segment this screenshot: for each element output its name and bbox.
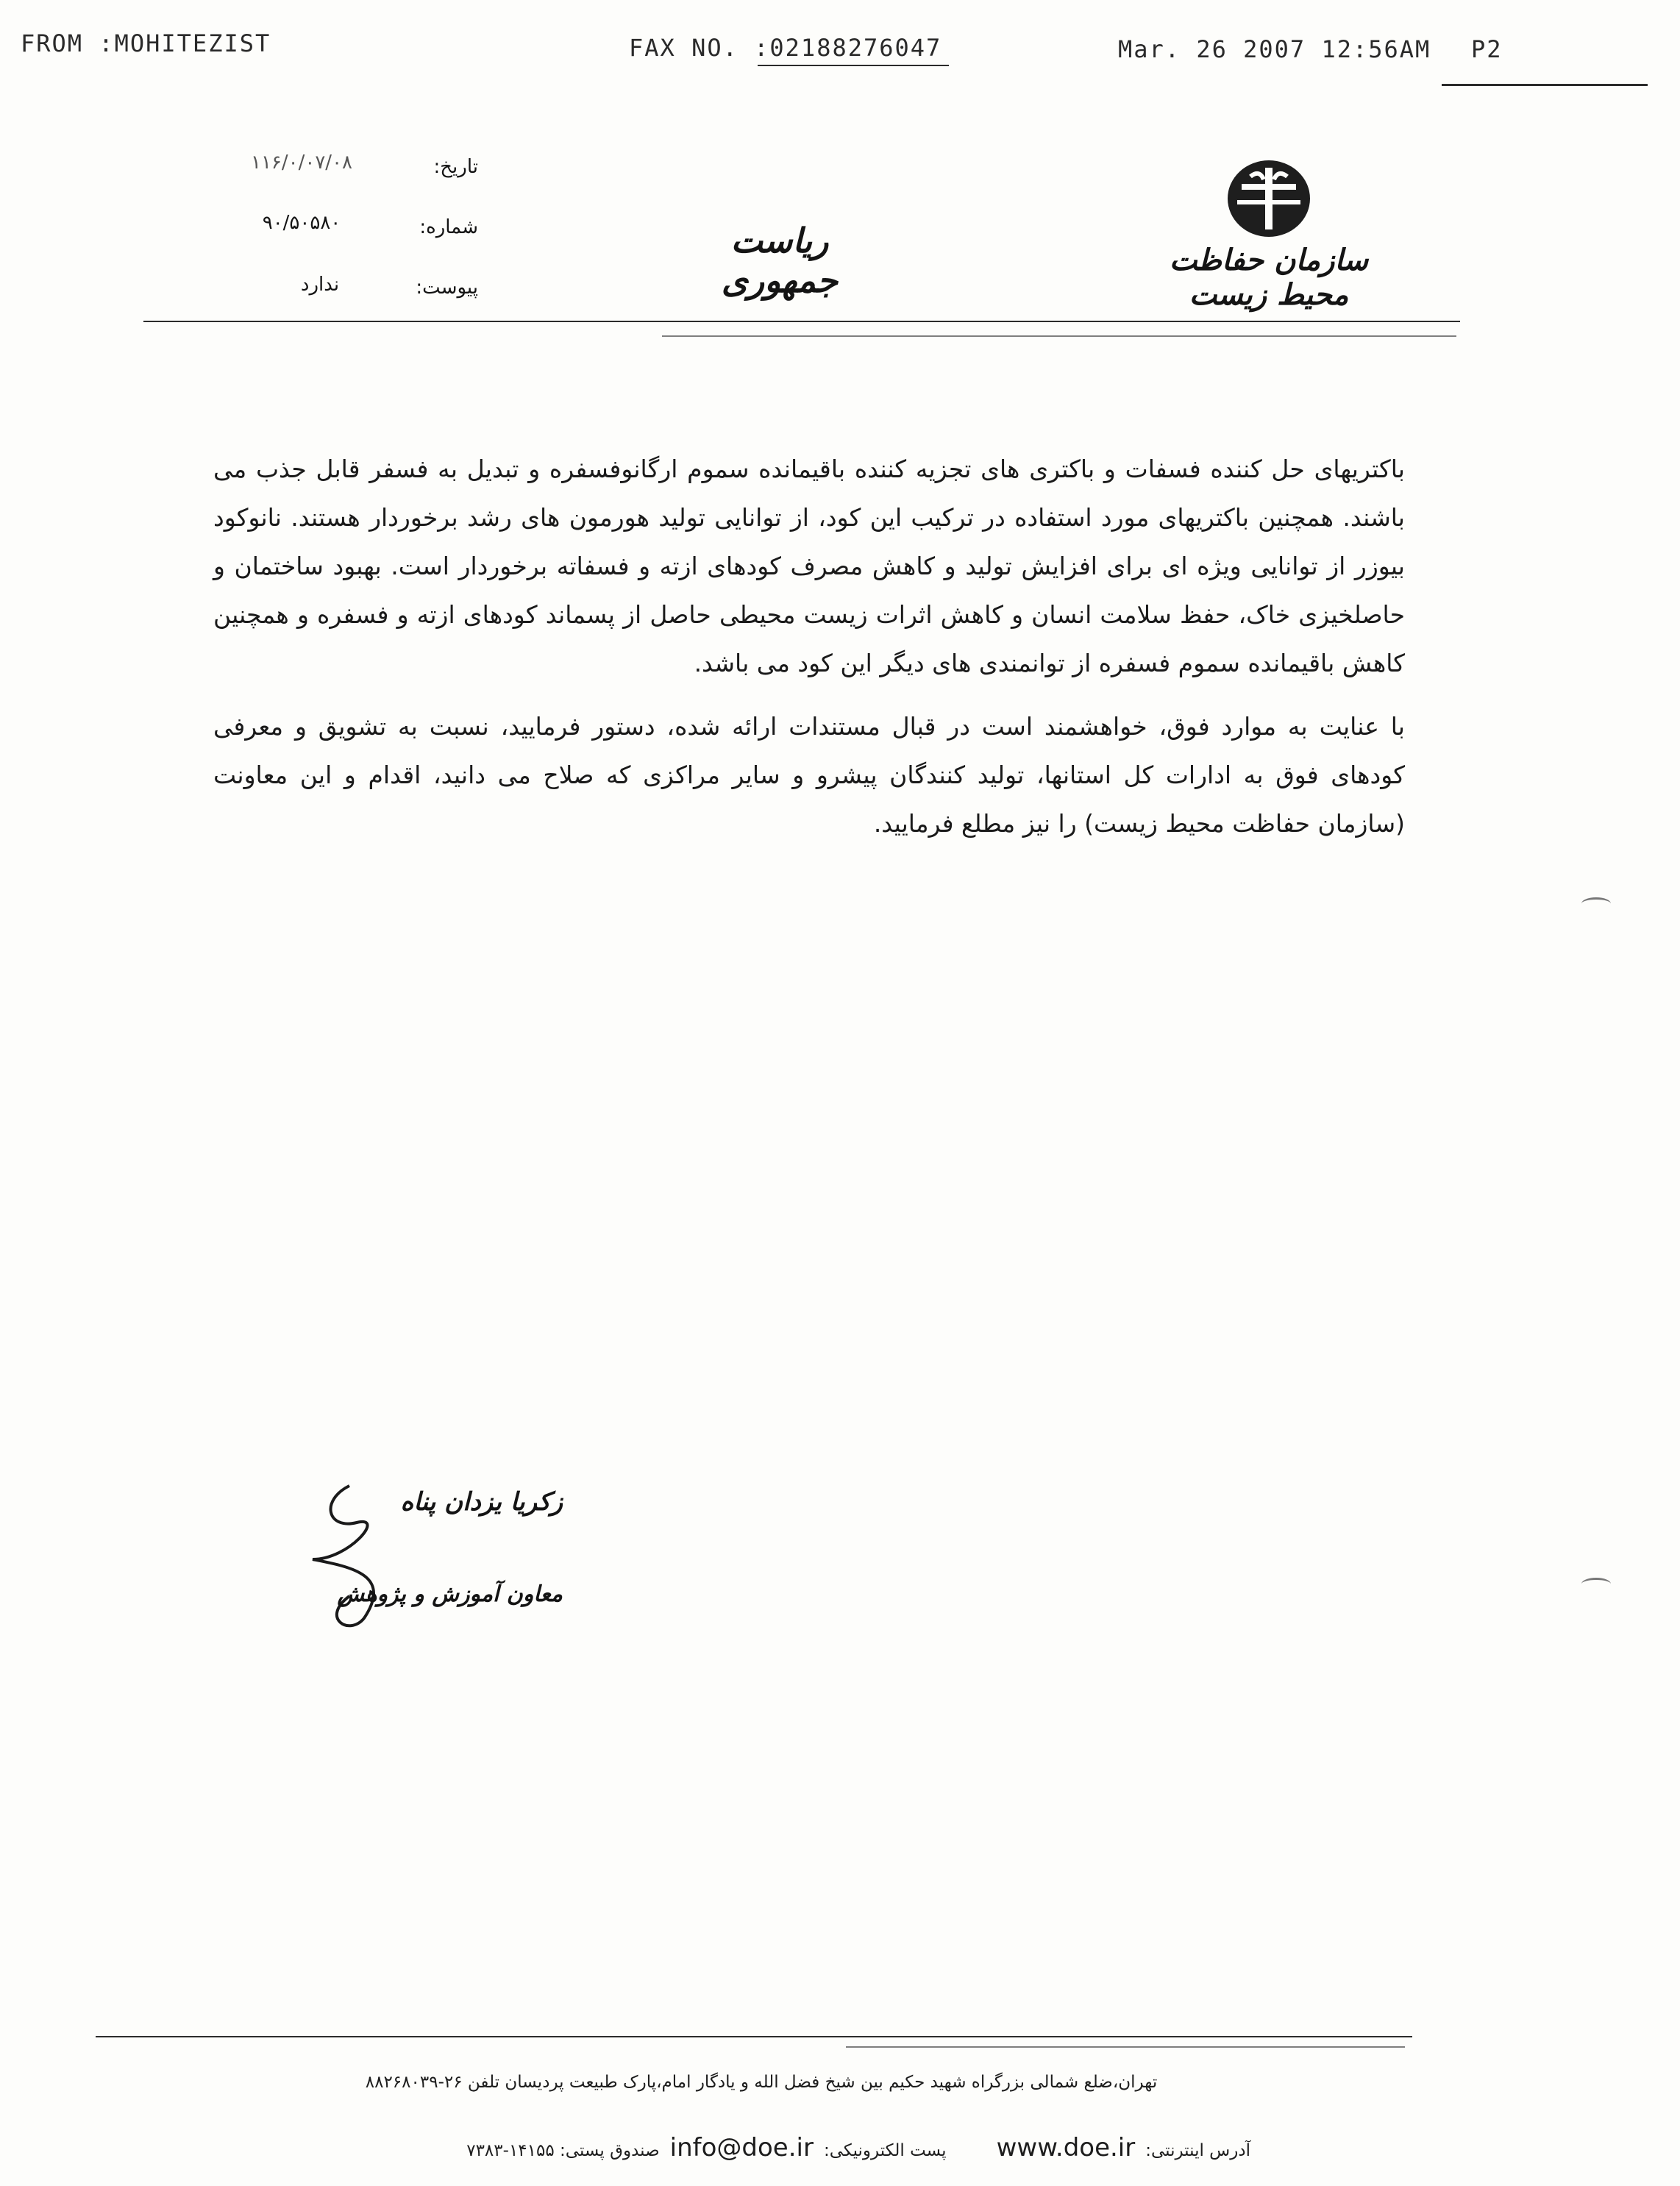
letterhead-divider [143, 321, 1460, 322]
fax-datetime: Mar. 26 2007 12:56AM [1118, 35, 1431, 63]
fax-underline [758, 65, 949, 66]
doe-logo-icon [1221, 154, 1317, 243]
date-value: ۱۱۶/۰/۰۷/۰۸ [251, 152, 352, 174]
body-paragraph-1: باکتریهای حل کننده فسفات و باکتری های تجزیه کننده باقیمانده سموم ارگانوفسفره و تبدیل به فسفر قابل جذب می باشند. همچنین باکتریهای مورد استفاده در ترکیب این کود، از توانایی تولید هورمون های رشد برخوردار هستند. نانوکود بیوزر از توانایی ویژه ای برای افزایش تولید و کاهش مصرف کودهای ازته و فسفاته برخوردار است. بهبود ساختمان و حاصلخیزی خاک، حفظ سلامت انسان و کاهش اثرات زیست محیطی حاصل از پسماند کودهای ازته و فسفره و همچنین کاهش باقیمانده سموم فسفره از توانمندی های دیگر این کود می باشد. [213, 455, 1405, 677]
presidency-heading: ریاست جمهوری [721, 221, 839, 300]
footer-website-label: آدرس اینترنتی: [1145, 2141, 1250, 2160]
fax-from: FROM :MOHITEZIST [21, 29, 271, 57]
signatory-title: معاون آموزش و پژوهش [337, 1581, 563, 1607]
footer-contacts [294, 2133, 1250, 2162]
footer-website-link[interactable]: www.doe.ir [996, 2133, 1136, 2162]
footer-email-label: پست الکترونیکی: [823, 2141, 947, 2160]
number-value: ۹۰/۵۰۵۸۰ [262, 212, 341, 234]
body-paragraph-2: با عنایت به موارد فوق، خواهشمند است در قبال مستندات ارائه شده، دستور فرمایید، نسبت به تشویق و معرفی کودهای فوق به ادارات کل استانها، تولید کنندگان پیشرو و سایر مراکزی که صلاح می دانید، اقدام و این معاونت (سازمان حفاظت محیط زیست) را نیز مطلع فرمایید. [213, 712, 1405, 838]
number-label: شماره: [419, 216, 478, 238]
binder-hole-mark [1581, 1578, 1611, 1590]
footer-pobox: صندوق پستی: ۱۴۱۵۵-۷۳۸۳ [466, 2141, 660, 2160]
footer-divider-2 [846, 2046, 1405, 2048]
org-name: سازمان حفاظت محیط زیست [1169, 243, 1369, 312]
attachment-value: ندارد [300, 274, 340, 296]
fax-rule-right [1442, 84, 1648, 86]
footer-divider [96, 2036, 1412, 2037]
letter-body [213, 445, 1405, 848]
date-label: تاریخ: [433, 156, 478, 178]
signatory-name: زکریا یزدان پناه [400, 1487, 563, 1517]
letterhead-divider-2 [662, 335, 1456, 337]
footer-email-link[interactable]: info@doe.ir [669, 2133, 814, 2162]
signature [305, 1471, 570, 1640]
fax-number: FAX NO. :02188276047 [629, 34, 942, 62]
binder-hole-mark [1581, 897, 1611, 910]
attachment-label: پیوست: [416, 277, 478, 299]
fax-page: P2 [1471, 35, 1503, 63]
footer-address: تهران،ضلع شمالی بزرگراه شهید حکیم بین شیخ فضل الله و یادگار امام،پارک طبیعت پردیسان تلفن ۲۶-۸۸۲۶۸۰۳۹ [365, 2073, 1158, 2092]
